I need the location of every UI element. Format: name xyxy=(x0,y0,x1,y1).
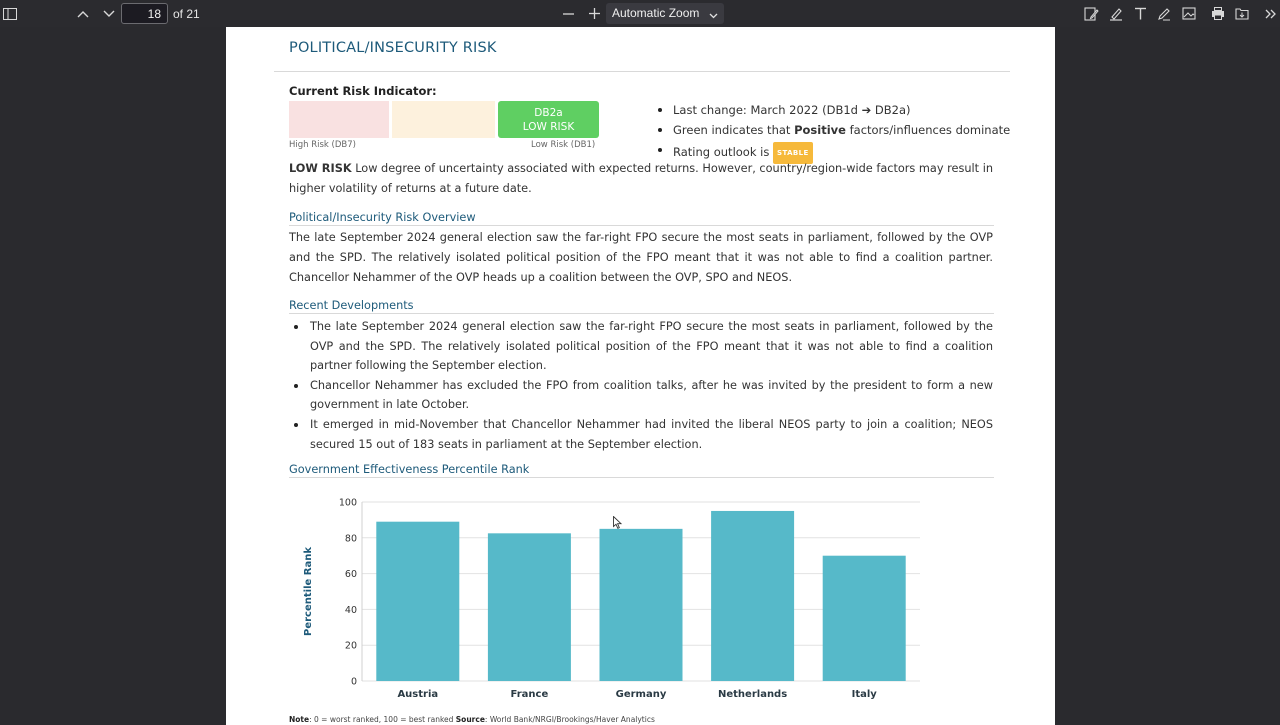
current-risk-label: Current Risk Indicator: xyxy=(289,84,437,98)
x-tick-label: Germany xyxy=(615,689,667,700)
low-risk-bold: LOW RISK xyxy=(289,162,352,175)
edit-pdf-icon[interactable] xyxy=(1082,5,1100,22)
bar-france xyxy=(488,533,571,681)
x-tick-label: France xyxy=(510,689,549,700)
y-tick-label: 100 xyxy=(338,497,357,509)
y-tick-label: 80 xyxy=(344,533,357,545)
pdf-page xyxy=(226,27,1055,725)
medium-risk-box xyxy=(392,101,495,138)
y-tick-label: 0 xyxy=(350,676,357,688)
chart-note xyxy=(289,715,655,724)
draw-icon[interactable] xyxy=(1155,5,1173,22)
page-number-input[interactable] xyxy=(121,3,168,24)
bar-netherlands xyxy=(711,511,794,681)
y-axis-label: Percentile Rank xyxy=(303,547,314,636)
outlook-prefix: Rating outlook is xyxy=(673,145,773,159)
high-risk-label: High Risk (DB7) xyxy=(289,140,356,150)
green-prefix: Green indicates that xyxy=(673,123,795,137)
low-risk-text: Low degree of uncertainty associated with expected returns. However, country/region-wide factors may result in higher volatility of returns at a future date. xyxy=(289,162,993,195)
next-page-icon[interactable] xyxy=(101,6,117,21)
rating-code: DB2a xyxy=(534,107,563,119)
x-tick-label: Netherlands xyxy=(718,689,788,700)
note-text: : 0 = worst ranked, 100 = best ranked xyxy=(309,715,456,724)
high-risk-box xyxy=(289,101,389,138)
image-icon[interactable] xyxy=(1180,5,1198,22)
text-icon[interactable] xyxy=(1131,5,1149,22)
source-label: Source xyxy=(455,715,485,724)
y-tick-label: 40 xyxy=(344,604,357,616)
y-tick-label: 20 xyxy=(344,640,357,652)
recent-developments-list xyxy=(289,317,993,454)
zoom-select[interactable] xyxy=(606,3,724,24)
zoom-in-icon[interactable] xyxy=(586,6,602,21)
x-tick-label: Italy xyxy=(851,689,877,700)
bar-germany xyxy=(600,529,683,681)
zoom-out-icon[interactable] xyxy=(560,6,576,21)
low-risk-label: Low Risk (DB1) xyxy=(531,140,596,150)
more-tools-icon[interactable] xyxy=(1263,5,1279,22)
x-tick-label: Austria xyxy=(397,689,439,700)
save-icon[interactable] xyxy=(1233,5,1251,22)
title-divider xyxy=(274,71,1010,72)
green-suffix: factors/influences dominate xyxy=(845,123,1011,137)
pdf-toolbar xyxy=(0,0,1280,27)
previous-page-icon[interactable] xyxy=(75,6,91,21)
bar-italy xyxy=(823,556,906,681)
source-text: : World Bank/NRGI/Brookings/Haver Analytics xyxy=(484,715,655,724)
y-tick-label: 60 xyxy=(344,569,357,581)
low-risk-indicator xyxy=(498,101,599,138)
mouse-cursor-icon xyxy=(613,514,622,533)
print-icon[interactable] xyxy=(1209,5,1227,22)
chevron-down-icon xyxy=(709,8,718,22)
government-effectiveness-chart xyxy=(289,485,989,715)
green-bold: Positive xyxy=(794,123,846,137)
page-count: of 21 xyxy=(173,7,200,21)
sidebar-toggle-icon[interactable] xyxy=(2,6,18,21)
risk-bullets xyxy=(656,102,1010,162)
list-item: It emerged in mid-November that Chancellor Nehammer had invited the liberal NEOS party to join a coalition; NEOS secured 15 out of 183 seats in parliament at the September election. xyxy=(289,415,993,454)
bar-austria xyxy=(376,522,459,681)
overview-paragraph: The late September 2024 general election saw the far-right FPO secure the most seats in parliament, followed by the OVP and the SPD. The relatively isolated political position of the FPO meant that it was not able to find a coalition partner. Chancellor Nehammer of the OVP heads up a coalition between the OVP, SPO and NEOS. xyxy=(289,231,993,284)
recent-developments-heading: Recent Developments xyxy=(289,299,994,314)
chart-heading: Government Effectiveness Percentile Rank xyxy=(289,463,994,478)
last-change-text: Last change: March 2022 (DB1d ➔ DB2a) xyxy=(673,103,911,117)
page-title: POLITICAL/INSECURITY RISK xyxy=(289,40,497,56)
rating-text: LOW RISK xyxy=(522,121,575,133)
zoom-value: Automatic Zoom xyxy=(612,6,700,20)
green-indicator-item xyxy=(656,122,1010,142)
status-badge: STABLE xyxy=(773,142,813,164)
list-item: The late September 2024 general election saw the far-right FPO secure the most seats in parliament, followed by the OVP and the SPD. The relatively isolated political position of the FPO meant that it was not able to find a coalition partner following the September election. xyxy=(289,317,993,376)
last-change-item xyxy=(656,102,1010,122)
list-item: Chancellor Nehammer has excluded the FPO from coalition talks, after he was invited by the president to form a new government in late October. xyxy=(289,376,993,415)
overview-heading: Political/Insecurity Risk Overview xyxy=(289,211,994,226)
low-risk-description xyxy=(289,159,993,199)
note-label: Note xyxy=(289,715,310,724)
highlight-icon[interactable] xyxy=(1107,5,1125,22)
